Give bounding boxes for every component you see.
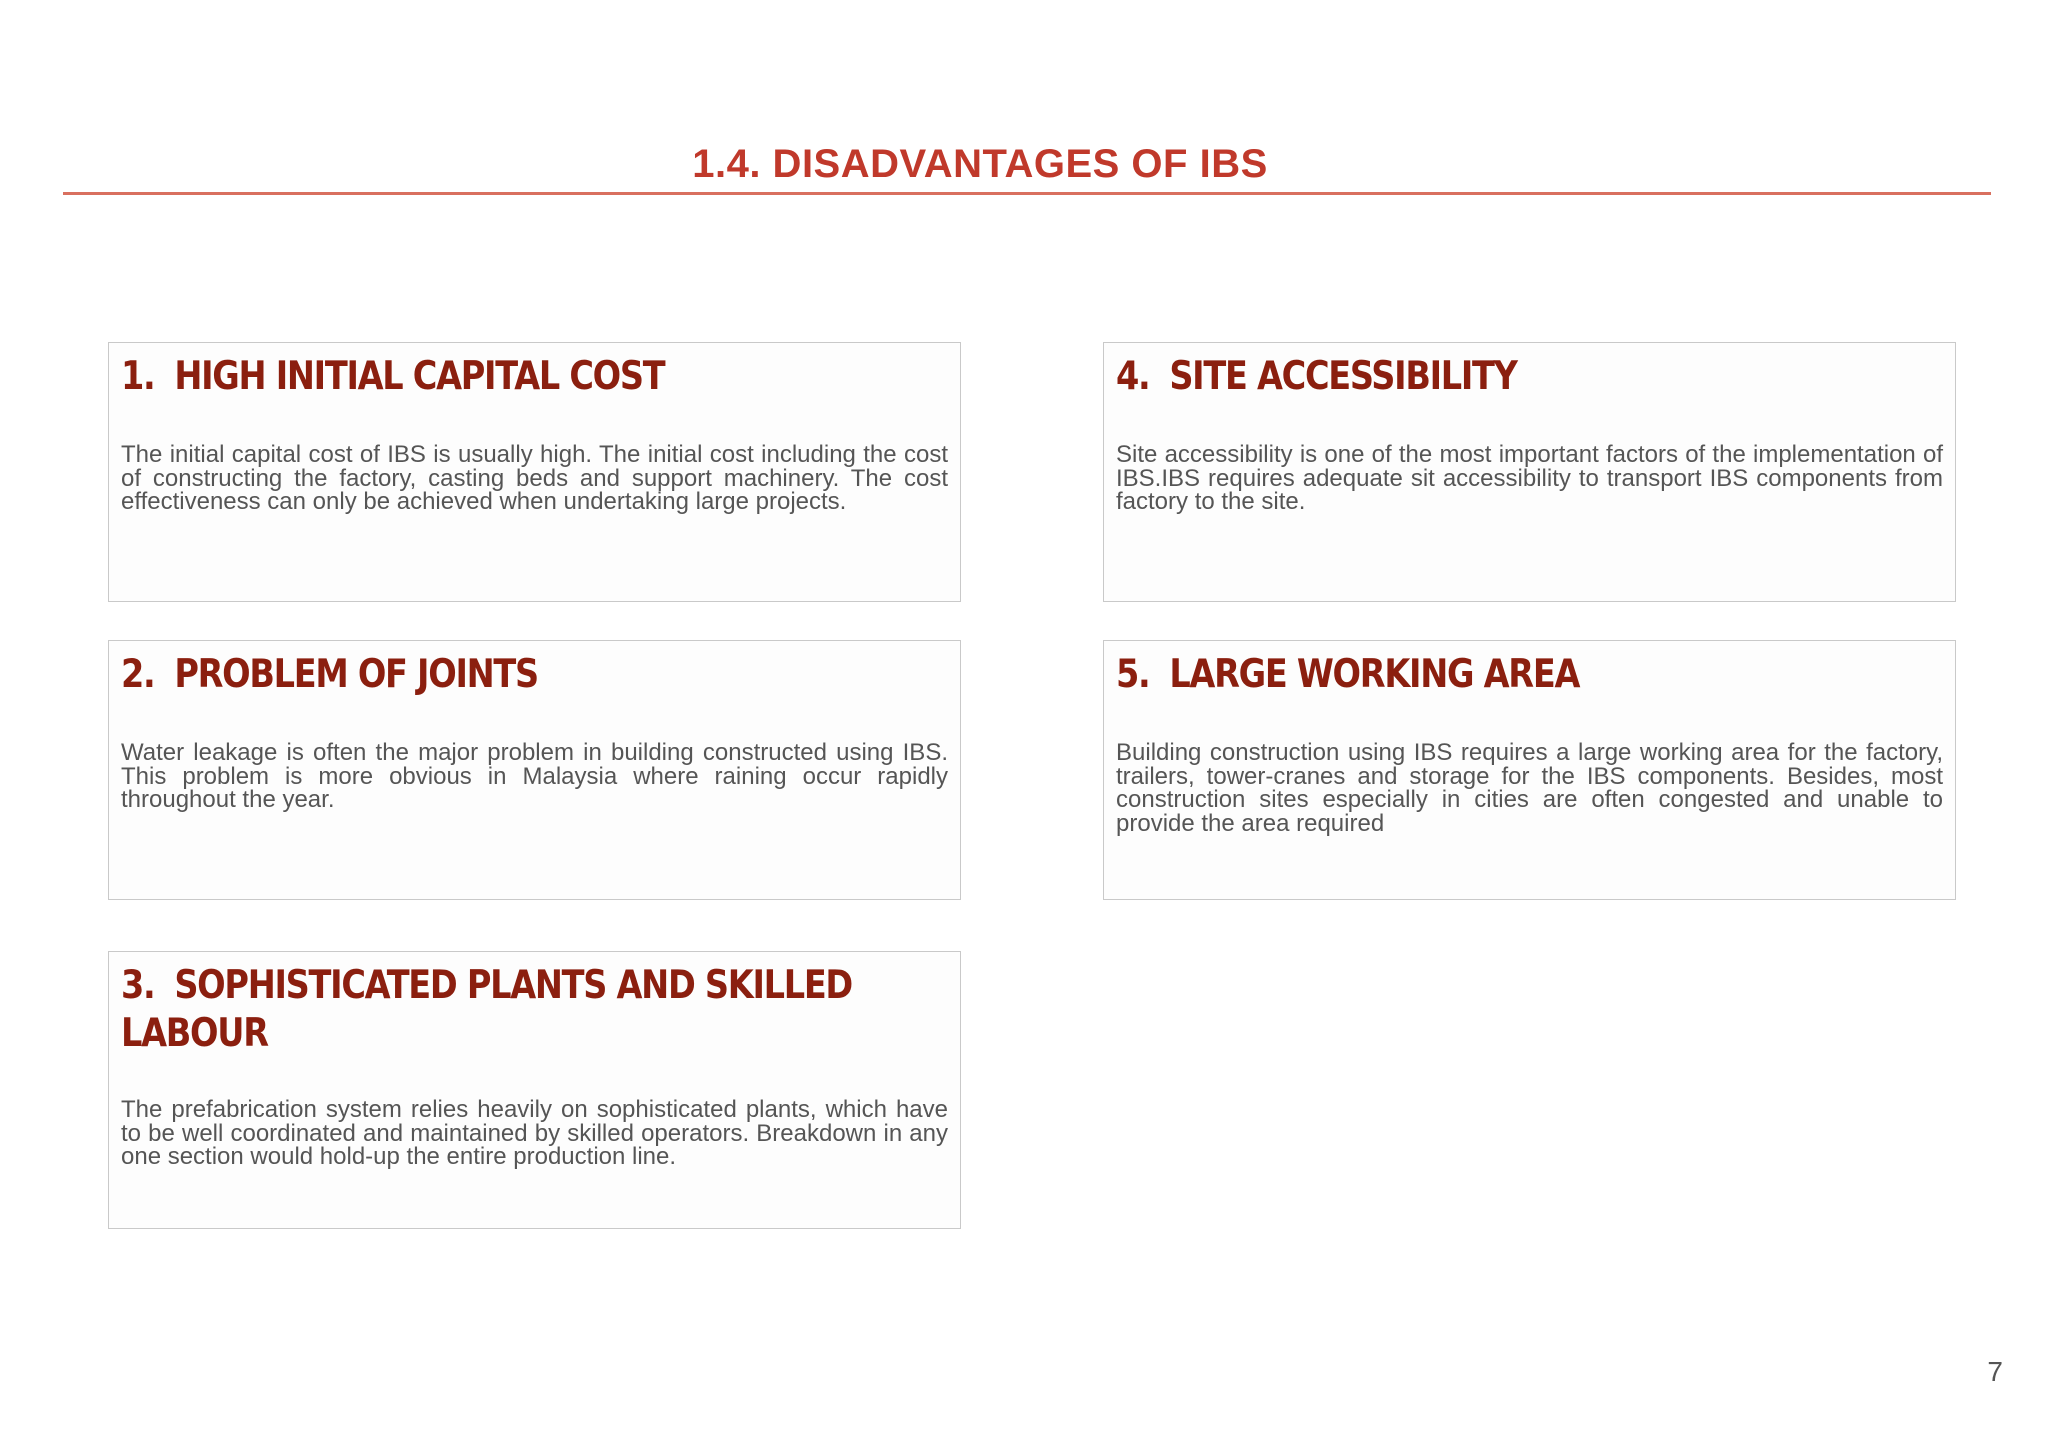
- card-body: Water leakage is often the major problem in building constructed using IBS. This problem is more obvious in Malaysia where raining occur rapidly throughout the year.: [121, 739, 948, 813]
- card-heading-text: LARGE WORKING AREA: [1169, 652, 1580, 697]
- card-number: 3.: [121, 963, 155, 1008]
- card-sophisticated-plants-and-skilled-labour: [108, 951, 961, 1229]
- card-heading-text: SOPHISTICATED PLANTS AND SKILLED LABOUR: [121, 963, 852, 1056]
- card-body: The prefabrication system relies heavily on sophisticated plants, which have to be well coordinated and maintained by skilled operators. Breakdown in any one section would hold-up the entire production line.: [121, 1096, 948, 1170]
- card-heading-text: PROBLEM OF JOINTS: [174, 652, 538, 697]
- card-site-accessibility: [1103, 342, 1956, 602]
- card-heading: [121, 353, 946, 401]
- card-body: Building construction using IBS requires a large working area for the factory, trailers, tower-cranes and storage for the IBS components. Besides, most construction sites especially in cities are often congested and unable to provide the area required: [1116, 739, 1943, 837]
- title-divider: [63, 192, 1991, 195]
- card-heading: [121, 962, 946, 1058]
- card-heading: [1116, 353, 1941, 401]
- card-heading: [121, 651, 946, 699]
- card-problem-of-joints: [108, 640, 961, 900]
- card-body: Site accessibility is one of the most important factors of the implementation of IBS.IBS requires adequate sit accessibility to transport IBS components from factory to the site.: [1116, 441, 1943, 515]
- card-heading-text: HIGH INITIAL CAPITAL COST: [174, 354, 665, 399]
- card-large-working-area: [1103, 640, 1956, 900]
- card-number: 2.: [121, 652, 155, 697]
- card-heading-text: SITE ACCESSIBILITY: [1169, 354, 1517, 399]
- card-body: The initial capital cost of IBS is usually high. The initial cost including the cost of constructing the factory, casting beds and support machinery. The cost effectiveness can only be achieved when undertaking large projects.: [121, 441, 948, 515]
- page-number: 7: [1987, 1356, 2003, 1387]
- card-number: 1.: [121, 354, 155, 399]
- card-number: 4.: [1116, 354, 1150, 399]
- card-heading: [1116, 651, 1941, 699]
- card-number: 5.: [1116, 652, 1150, 697]
- slide-title: 1.4. DISADVANTAGES OF IBS: [692, 142, 1268, 186]
- card-high-initial-capital-cost: [108, 342, 961, 602]
